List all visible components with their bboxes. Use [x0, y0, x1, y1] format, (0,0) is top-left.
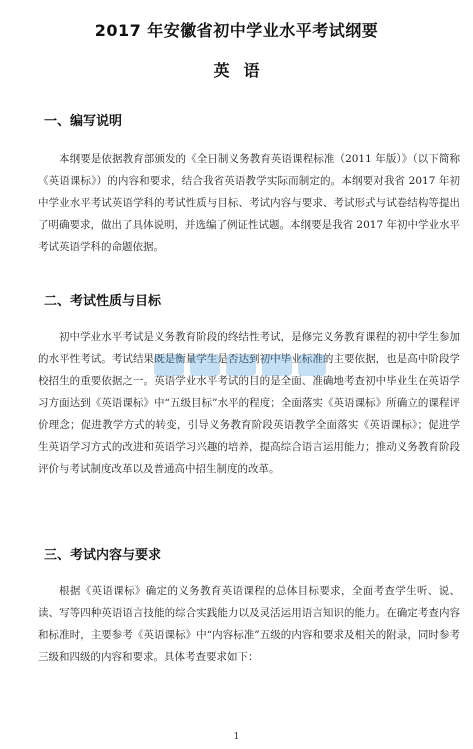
document-subject: 英语 — [213, 61, 274, 80]
section-heading-3: 三、考试内容与要求 — [44, 548, 162, 563]
section-heading-2: 二、考试性质与目标 — [44, 294, 162, 309]
section-heading-1: 一、编写说明 — [44, 114, 123, 129]
section-3-paragraph: 根据《英语课标》确定的义务教育英语课程的总体目标要求，全面考查学生听、说、读、写等四种英语语言技能的综合实践能力以及灵活运用语言知识的能力。在确定考查内容和标准时，主要参考《英语课标》中“内容标准”五级的内容和要求及相关的附录，同时参考三级和四级的内容和要求。具体考查要求如下： — [38, 585, 460, 663]
section-2-paragraph: 初中学业水平考试是义务教育阶段的终结性考试，是修完义务教育课程的初中学生参加的水平性考试。考试结果既是衡量学生是否达到初中毕业标准的主要依据，也是高中阶段学校招生的重要依据之一。英语学业水平考试的目的是全面、准确地考查初中毕业生在英语学习方面达到《英语课标》中“五级目标”水平的程度；全面落实《英语课标》所确立的课程评价理念；促进教学方式的转变，引导义务教育阶段英语教学全面落实《英语课标》；促进学生英语学习方式的改进和英语学习兴趣的培养，提高综合语言运用能力；推动义务教育阶段评价与考试制度改革以及普通高中招生制度的改革。 — [38, 331, 460, 475]
page-number: 1 — [233, 732, 240, 742]
section-1-paragraph: 本纲要是依据教育部颁发的《全日制义务教育英语课程标准（2011 年版）》（以下简称《英语课标》）的内容和要求，结合我省英语教学实际而制定的。本纲要对我省 2017 年初中学业水平考试英语学科的考试性质与目标、考试内容与要求、考试形式与试卷结构等提出了明确要求，做出了具体说明，并选编了例证性试题。本纲要是我省 2017 年初中学业水平考试英语学科的命题依据。 — [38, 153, 460, 253]
document-title: 2017 年安徽省初中学业水平考试纲要 — [94, 21, 379, 40]
